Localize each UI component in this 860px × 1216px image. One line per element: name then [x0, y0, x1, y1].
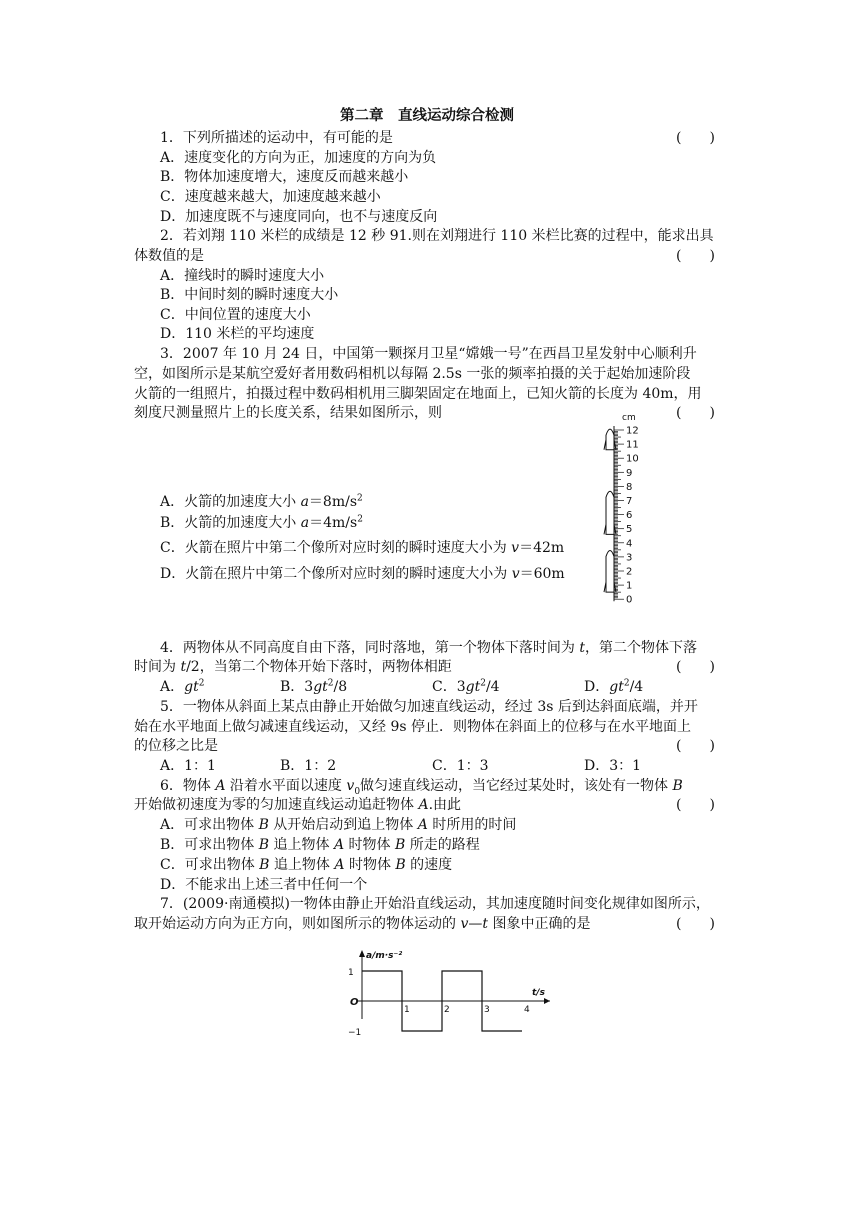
q5-stem-line1: 5．一物体从斜面上某点由静止开始做匀加速直线运动，经过 3s 后到达斜面底端，并开 [160, 699, 698, 715]
ruler-tick-label: 1 [626, 580, 633, 592]
ruler-unit-label: cm [622, 413, 636, 423]
q2-option-b: B．中间时刻的瞬时速度大小 [160, 287, 339, 303]
q4-option-b: B．$3gt^2/8$ [280, 678, 348, 695]
rocket-image-icon [606, 429, 614, 450]
y-tick-label: −1 [348, 1028, 362, 1038]
q1-answer-paren: ( ) [676, 130, 715, 146]
q6-option-b: B．可求出物体 B 追上物体 A 时物体 B 所走的路程 [160, 837, 480, 853]
x-tick-label: 3 [484, 1005, 490, 1015]
q2-option-c: C．中间位置的速度大小 [160, 307, 311, 323]
y-axis-arrow-icon [359, 950, 365, 957]
ruler-figure [590, 410, 660, 615]
q3-stem-line3: 火箭的一组照片，拍摄过程中数码相机用三脚架固定在地面上，已知火箭的长度为 40m，用 [134, 386, 702, 402]
origin-label: O [350, 997, 359, 1008]
x-tick-label: 4 [524, 1005, 530, 1015]
ruler-tick-label: 8 [626, 481, 633, 493]
q5-stem-line2: 始在水平地面上做匀减速直线运动，又经 9s 停止．则物体在斜面上的位移与在水平地面上 [134, 719, 691, 735]
ruler-tick-label: 6 [626, 510, 633, 522]
q6-answer-paren: ( ) [676, 797, 715, 813]
q4-option-a: A．$gt^2$ [160, 678, 205, 695]
q3-answer-paren: ( ) [676, 405, 715, 421]
q4-stem-line1: 4．两物体从不同高度自由下落，同时落地，第一个物体下落时间为 t，第二个物体下落 [160, 640, 697, 656]
q3-option-b: B．火箭的加速度大小 $a=4m/s^2$ [160, 514, 363, 531]
x-axis-arrow-icon [544, 998, 550, 1004]
q5-option-a: A．1：1 [160, 758, 216, 774]
q5-stem-line3: 的位移之比是 [134, 738, 218, 754]
q3-option-a: A．火箭的加速度大小 $a=8m/s^2$ [160, 493, 363, 510]
q2-stem-line2: 体数值的是 [134, 248, 204, 264]
q1-option-c: C．速度越来越大，加速度越来越小 [160, 189, 381, 205]
ruler-tick-label: 5 [626, 524, 633, 536]
x-tick-label: 1 [404, 1005, 410, 1015]
q2-answer-paren: ( ) [676, 248, 715, 264]
q7-stem-line1: 7．(2009·南通模拟)一物体由静止开始沿直线运动，其加速度随时间变化规律如图所示， [160, 896, 710, 912]
q3-stem-line1: 3．2007 年 10 月 24 日，中国第一颗探月卫星“嫦娥一号”在西昌卫星发射中心顺利升 [160, 346, 697, 362]
ruler-tick-label: 10 [626, 453, 639, 465]
q6-option-a: A．可求出物体 B 从开始启动到追上物体 A 时所用的时间 [160, 817, 517, 833]
acceleration-time-chart [330, 948, 550, 1058]
x-tick-label: 2 [444, 1005, 450, 1015]
q7-stem-line2: 取开始运动方向为正方向，则如图所示的物体运动的 v—t 图象中正确的是 [134, 916, 591, 932]
q4-answer-paren: ( ) [676, 659, 715, 675]
ruler-tick-label: 11 [626, 439, 639, 451]
q3-option-d: D．火箭在照片中第二个像所对应时刻的瞬时速度大小为 v＝60m [160, 566, 565, 582]
q4-option-c: C．$3gt^2/4$ [432, 678, 500, 695]
ruler-tick-label: 4 [626, 538, 633, 550]
q1-option-a: A．速度变化的方向为正，加速度的方向为负 [160, 150, 437, 166]
q3-stem-line2: 空，如图所示是某航空爱好者用数码相机以每隔 2.5s 一张的频率拍摄的关于起始加速阶段 [134, 366, 691, 382]
q2-option-d: D．110 米栏的平均速度 [160, 326, 315, 342]
y-tick-label: 1 [348, 968, 354, 978]
q1-option-d: D．加速度既不与速度同向，也不与速度反向 [160, 209, 438, 225]
q4-stem-line2: 时间为 t/2，当第二个物体开始下落时，两物体相距 [134, 659, 452, 675]
q2-option-a: A．撞线时的瞬时速度大小 [160, 268, 325, 284]
q6-option-d: D．不能求出上述三者中任何一个 [160, 877, 368, 893]
rocket-image-icon [606, 550, 614, 592]
q5-option-c: C．1：3 [432, 758, 489, 774]
q4-option-d: D．$gt^2/4$ [584, 678, 644, 695]
ruler-tick-label: 2 [626, 566, 633, 578]
q3-option-c: C．火箭在照片中第二个像所对应时刻的瞬时速度大小为 v＝42m [160, 540, 565, 556]
q5-option-b: B．1：2 [280, 758, 337, 774]
ruler-tick-label: 9 [626, 467, 633, 479]
q5-option-d: D．3：1 [584, 758, 642, 774]
q6-option-c: C．可求出物体 B 追上物体 A 时物体 B 的速度 [160, 857, 453, 873]
x-axis-label: t/s [532, 988, 545, 998]
ruler-tick-label: 7 [626, 496, 633, 507]
y-axis-label: a/m·s⁻² [366, 951, 403, 961]
q6-stem-line1: 6．物体 A 沿着水平面以速度 $v_0$做匀速直线运动，当它经过某处时，该处有一物体 B [160, 778, 683, 797]
q2-stem-line1: 2．若刘翔 110 米栏的成绩是 12 秒 91.则在刘翔进行 110 米栏比赛的过程中，能求出具 [160, 228, 714, 244]
page-title: 第二章 直线运动综合检测 [340, 107, 514, 124]
ruler-tick-label: 12 [626, 425, 639, 437]
ruler-tick-label: 0 [626, 594, 633, 606]
q7-answer-paren: ( ) [676, 916, 715, 932]
ruler-tick-label: 3 [626, 552, 633, 564]
q1-option-b: B．物体加速度增大，速度反而越来越小 [160, 169, 409, 185]
q6-stem-line2: 开始做初速度为零的匀加速直线运动追赶物体 A.由此 [134, 797, 462, 813]
rocket-image-icon [606, 491, 614, 534]
q1-stem: 1．下列所描述的运动中，有可能的是 [160, 130, 393, 146]
q3-stem-line4: 刻度尺测量照片上的长度关系，结果如图所示，则 [134, 405, 442, 421]
q5-answer-paren: ( ) [676, 738, 715, 754]
